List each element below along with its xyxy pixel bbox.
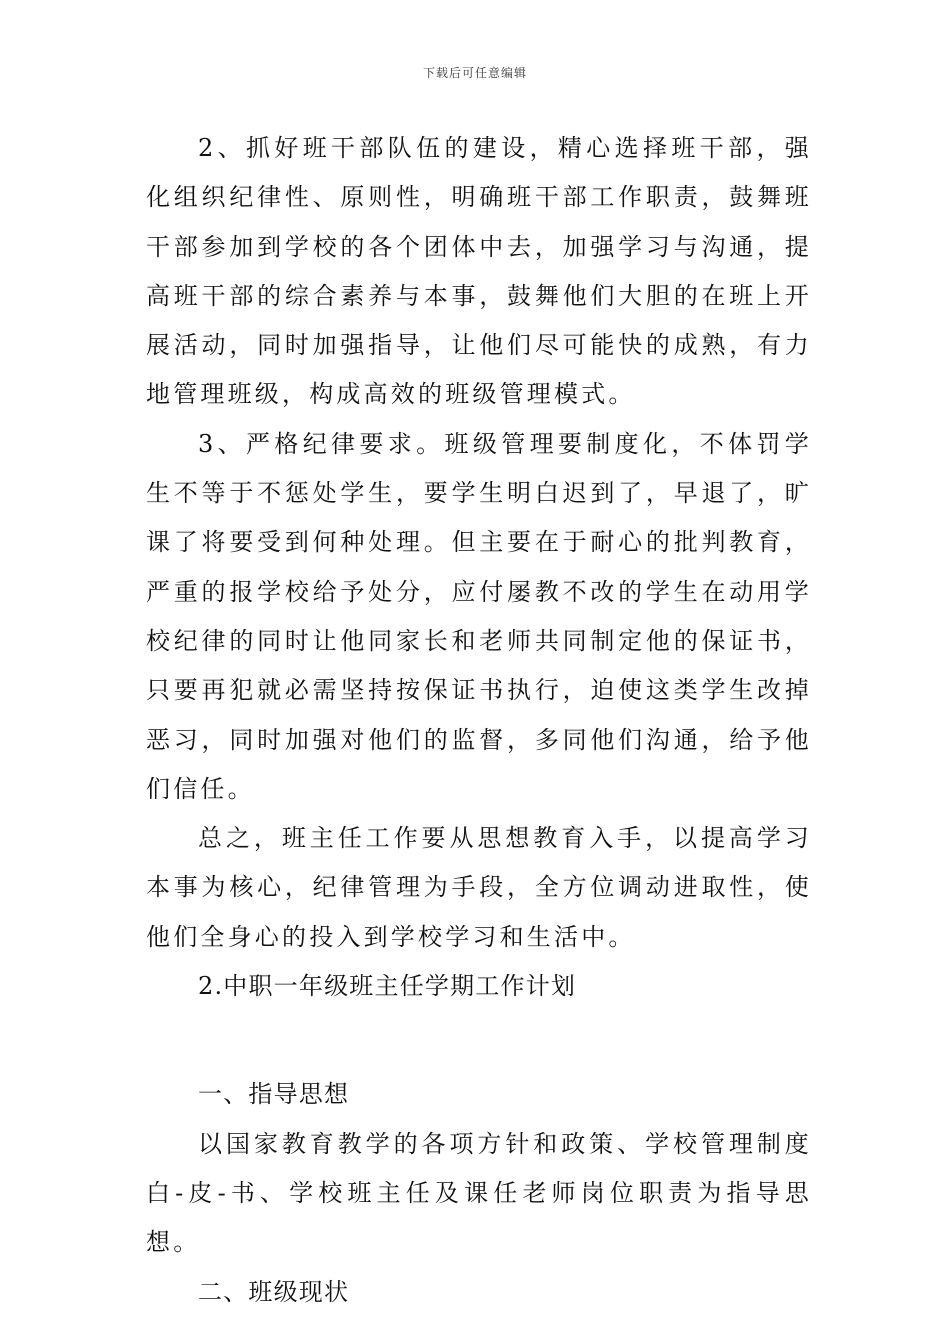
paragraph-guiding-thought: 以国家教育教学的各项方针和政策、学校管理制度白-皮-书、学校班主任及课任老师岗位职责为指导思想。 [146, 1129, 812, 1257]
paragraph-discipline: 3、严格纪律要求。班级管理要制度化，不体罚学生不等于不惩处学生，要学生明白迟到了，早退了，旷课了将要受到何种处理。但主要在于耐心的批判教育，严重的报学校给予处分，应付屡教不改的学生在动用学校纪律的同时让他同家长和老师共同制定他的保证书，只要再犯就必需坚持按保证书执行，迫使这类学生改掉恶习，同时加强对他们的监督，多同他们沟通，给予他们信任。 [146, 429, 812, 803]
paragraph-class-cadres: 2、抓好班干部队伍的建设，精心选择班干部，强化组织纪律性、原则性，明确班干部工作职责，鼓舞班干部参加到学校的各个团体中去，加强学习与沟通，提高班干部的综合素养与本事，鼓舞他们大胆的在班上开展活动，同时加强指导，让他们尽可能快的成熟，有力地管理班级，构成高效的班级管理模式。 [146, 134, 812, 409]
section-title: 2.中职一年级班主任学期工作计划 [198, 972, 577, 1001]
paragraph-summary: 总之，班主任工作要从思想教育入手，以提高学习本事为核心，纪律管理为手段，全方位调动进取性，使他们全身心的投入到学校学习和生活中。 [146, 824, 812, 951]
document-body [146, 124, 812, 1317]
heading-class-status: 二、班级现状 [198, 1277, 350, 1306]
blank-spacer [146, 1011, 812, 1070]
heading-guiding-thought: 一、指导思想 [198, 1080, 350, 1109]
page-header: 下载后可任意编辑 [422, 66, 527, 80]
